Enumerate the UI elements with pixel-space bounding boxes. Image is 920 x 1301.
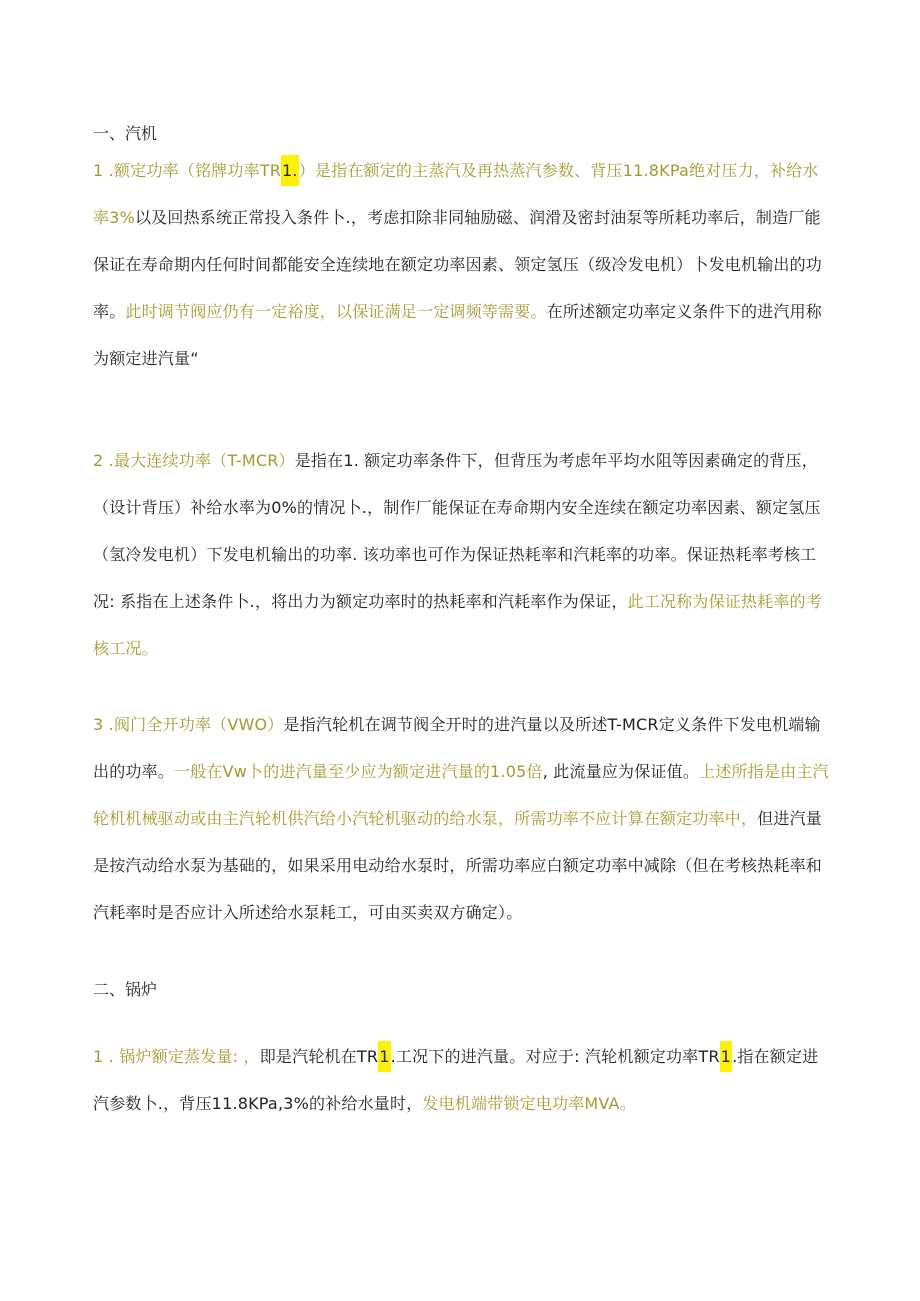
- text-run: 是指汽轮机在调节阀全开时的进汽量以及所述T-MCR定义条件下发电机端输出的功率。: [93, 715, 821, 781]
- text-run: 此工况称为保证热耗率的考核工况。: [93, 592, 822, 658]
- paragraph-boiler-rated-evaporation: [93, 1033, 833, 1127]
- highlighted-text: 1: [378, 1041, 390, 1072]
- text-run: 是指在1. 额定功率条件下，但背压为考虑年平均水阻等因素确定的背压，（设计背压）补给水率为0%的情况卜.，制作厂能保证在寿命期内安全连续在额定功率因素、额定氢压（氢冷发电机）下发电机输出的功率. 该功率也可作为保证热耗率和汽耗率的功率。保证热耗率考核工况: 系指在上述条件卜.，将出力为额定功率时的热耗率和汽耗率作为保证，: [93, 451, 821, 611]
- text-run: 1 .额定功率（铭牌功率TR: [93, 161, 282, 180]
- text-run: 此时调节阀应仍有一定裕度，以保证满足一定调频等需要。: [125, 302, 547, 321]
- paragraph-rated-power: [93, 147, 833, 382]
- text-run: 但进汽量是按汽动给水泵为基础的，如果采用电动给水泵时，所需功率应白额定功率中减除（但在考核热耗率和汽耗率时是否应计入所述给水泵耗工，可由买卖双方确定）。: [93, 809, 823, 922]
- text-run: .工况下的进汽量。对应于: 汽轮机额定功率TR: [390, 1047, 720, 1066]
- highlighted-text: 1: [720, 1041, 732, 1072]
- text-run: 指在额定的主蒸汽及再热蒸汽参数、背压11.8KPa绝对压力，补给水率3%: [93, 161, 819, 227]
- text-run: .指在额定进汽参数卜.，背压11.8KPa,3%的补给水量时，: [93, 1047, 819, 1113]
- text-run: 上述所指是由主汽轮机机械驱动或由主汽轮机供汽给小汽轮机驱动的给水泵，所需功率不应计算在额定功率中，: [93, 762, 829, 828]
- text-run: 3 .阀门全开功率（VWO）: [93, 715, 284, 734]
- text-run: 发电机端带锁定电功率MVA。: [422, 1094, 636, 1113]
- text-run: 即是汽轮机在TR: [259, 1047, 379, 1066]
- text-run: 2 .最大连续功率（T-MCR）: [93, 451, 295, 470]
- text-run: , 此流量应为保证值。: [542, 762, 700, 781]
- text-run: 1 . 锅炉额定蒸发量: ，: [93, 1047, 260, 1066]
- paragraph-max-continuous-power: [93, 437, 833, 672]
- section-heading-turbine: 一、汽机: [93, 124, 158, 143]
- paragraph-valves-wide-open: [93, 701, 833, 936]
- text-run: 以及回热系统正常投入条件卜.，考虑扣除非同轴励磁、润滑及密封油泵等所耗功率后，制造厂能保证在寿命期内任何时间都能安全连续地在额定功率因素、领定氢压（级冷发电机）卜发电机输出的功率。: [93, 208, 823, 321]
- text-run: 在所述额定功率定义条件下的进汽用称为额定进汽量“: [93, 302, 823, 368]
- text-run: 一般在Vw卜的进汽量至少应为额定进汽量的1.05倍: [174, 762, 543, 781]
- highlighted-text: 1.: [281, 155, 299, 186]
- text-run: ）是: [298, 161, 332, 180]
- section-heading-boiler: 二、锅炉: [93, 980, 158, 999]
